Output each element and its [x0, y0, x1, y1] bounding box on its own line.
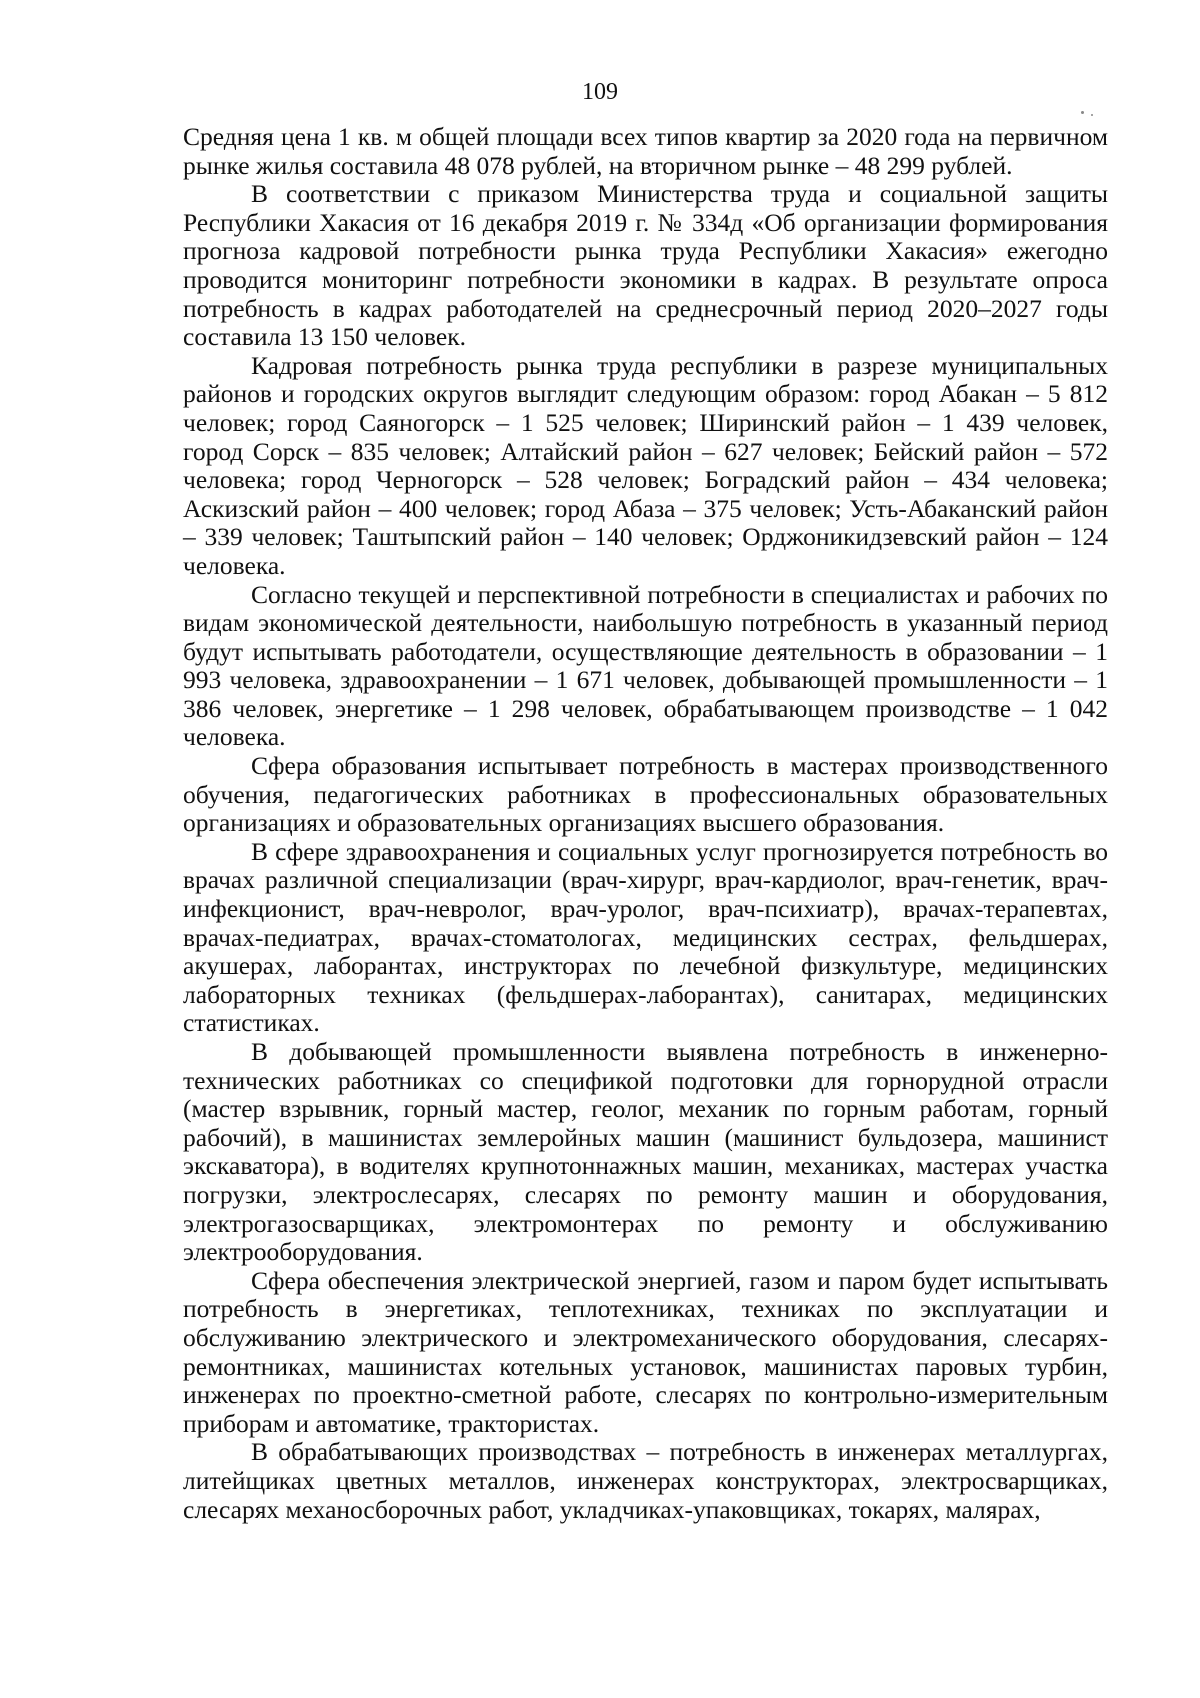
paragraph-sector-demand: Согласно текущей и перспективной потребности в специалистах и рабочих по видам экономической деятельности, наибольшую потребность в указанный период будут испытывать работодатели, осуществляющие деятельность в образовании – 1 993 человека, здравоохранении – 1 671 человек, добывающей промышленности – 1 386 человек, энергетике – 1 298 человек, обрабатывающем производстве – 1 042 человека. — [183, 579, 1108, 752]
page-number: 109 — [582, 79, 618, 105]
paragraph-mining: В добывающей промышленности выявлена потребность в инженерно-технических работниках со спецификой подготовки для горнорудной отрасли (мастер взрывник, горный мастер, геолог, механик по горным работам, горный рабочий), в машинистах землеройных машин (машинист бульдозера, машинист экскаватора), в водителях крупнотоннажных машин, механиках, мастерах участка погрузки, электрослесарях, слесарях по ремонту машин и оборудования, электрогазосварщиках, электромонтерах по ремонту и обслуживанию электрооборудования. — [183, 1037, 1108, 1267]
paragraph-order-monitoring: В соответствии с приказом Министерства труда и социальной защиты Республики Хакасия от 16 декабря 2019 г. № 334д «Об организации формирования прогноза кадровой потребности рынка труда Республики Хакасия» ежегодно проводится мониторинг потребности экономики в кадрах. В результате опроса потребность в кадрах работодателей на среднесрочный период 2020–2027 годы составила 13 150 человек. — [183, 179, 1108, 352]
scan-speck — [1091, 114, 1093, 116]
paragraph-housing-price: Средняя цена 1 кв. м общей площади всех типов квартир за 2020 года на первичном рынке жилья составила 48 078 рублей, на вторичном рынке – 48 299 рублей. — [183, 122, 1108, 180]
paragraph-energy: Сфера обеспечения электрической энергией, газом и паром будет испытывать потребность в энергетиках, теплотехниках, техниках по эксплуатации и обслуживанию электрического и электромеханического оборудования, слесарях-ремонтниках, машинистах котельных установок, машинистах паровых турбин, инженерах по проектно-сметной работе, слесарях по контрольно-измерительным приборам и автоматике, трактористах. — [183, 1265, 1108, 1438]
body-text — [183, 123, 1108, 1524]
paragraph-manufacturing: В обрабатывающих производствах – потребность в инженерах металлургах, литейщиках цветных металлов, инженерах конструкторах, электросварщиках, слесарях механосборочных работ, укладчиках-упаковщиках, токарях, малярах, — [183, 1437, 1108, 1524]
paragraph-education: Сфера образования испытывает потребность в мастерах производственного обучения, педагогических работниках в профессиональных образовательных организациях и образовательных организациях высшего образования. — [183, 751, 1108, 838]
paragraph-municipal-demand: Кадровая потребность рынка труда республики в разрезе муниципальных районов и городских округов выглядит следующим образом: город Абакан – 5 812 человек; город Саяногорск – 1 525 человек; Ширинский район – 1 439 человек, город Сорск – 835 человек; Алтайский район – 627 человек; Бейский район – 572 человека; город Черногорск – 528 человек; Боградский район – 434 человека; Аскизский район – 400 человек; город Абаза – 375 человек; Усть-Абаканский район – 339 человек; Таштыпский район – 140 человек; Орджоникидзевский район – 124 человека. — [183, 350, 1108, 580]
paragraph-healthcare: В сфере здравоохранения и социальных услуг прогнозируется потребность во врачах различной специализации (врач-хирург, врач-кардиолог, врач-генетик, врач-инфекционист, врач-невролог, врач-уролог, врач-психиатр), врачах-терапевтах, врачах-педиатрах, врачах-стоматологах, медицинских сестрах, фельдшерах, акушерах, лаборантах, инструкторах по лечебной физкультуре, медицинских лабораторных техниках (фельдшерах-лаборантах), санитарах, медицинских статистиках. — [183, 836, 1108, 1038]
scan-speck — [1081, 111, 1084, 114]
